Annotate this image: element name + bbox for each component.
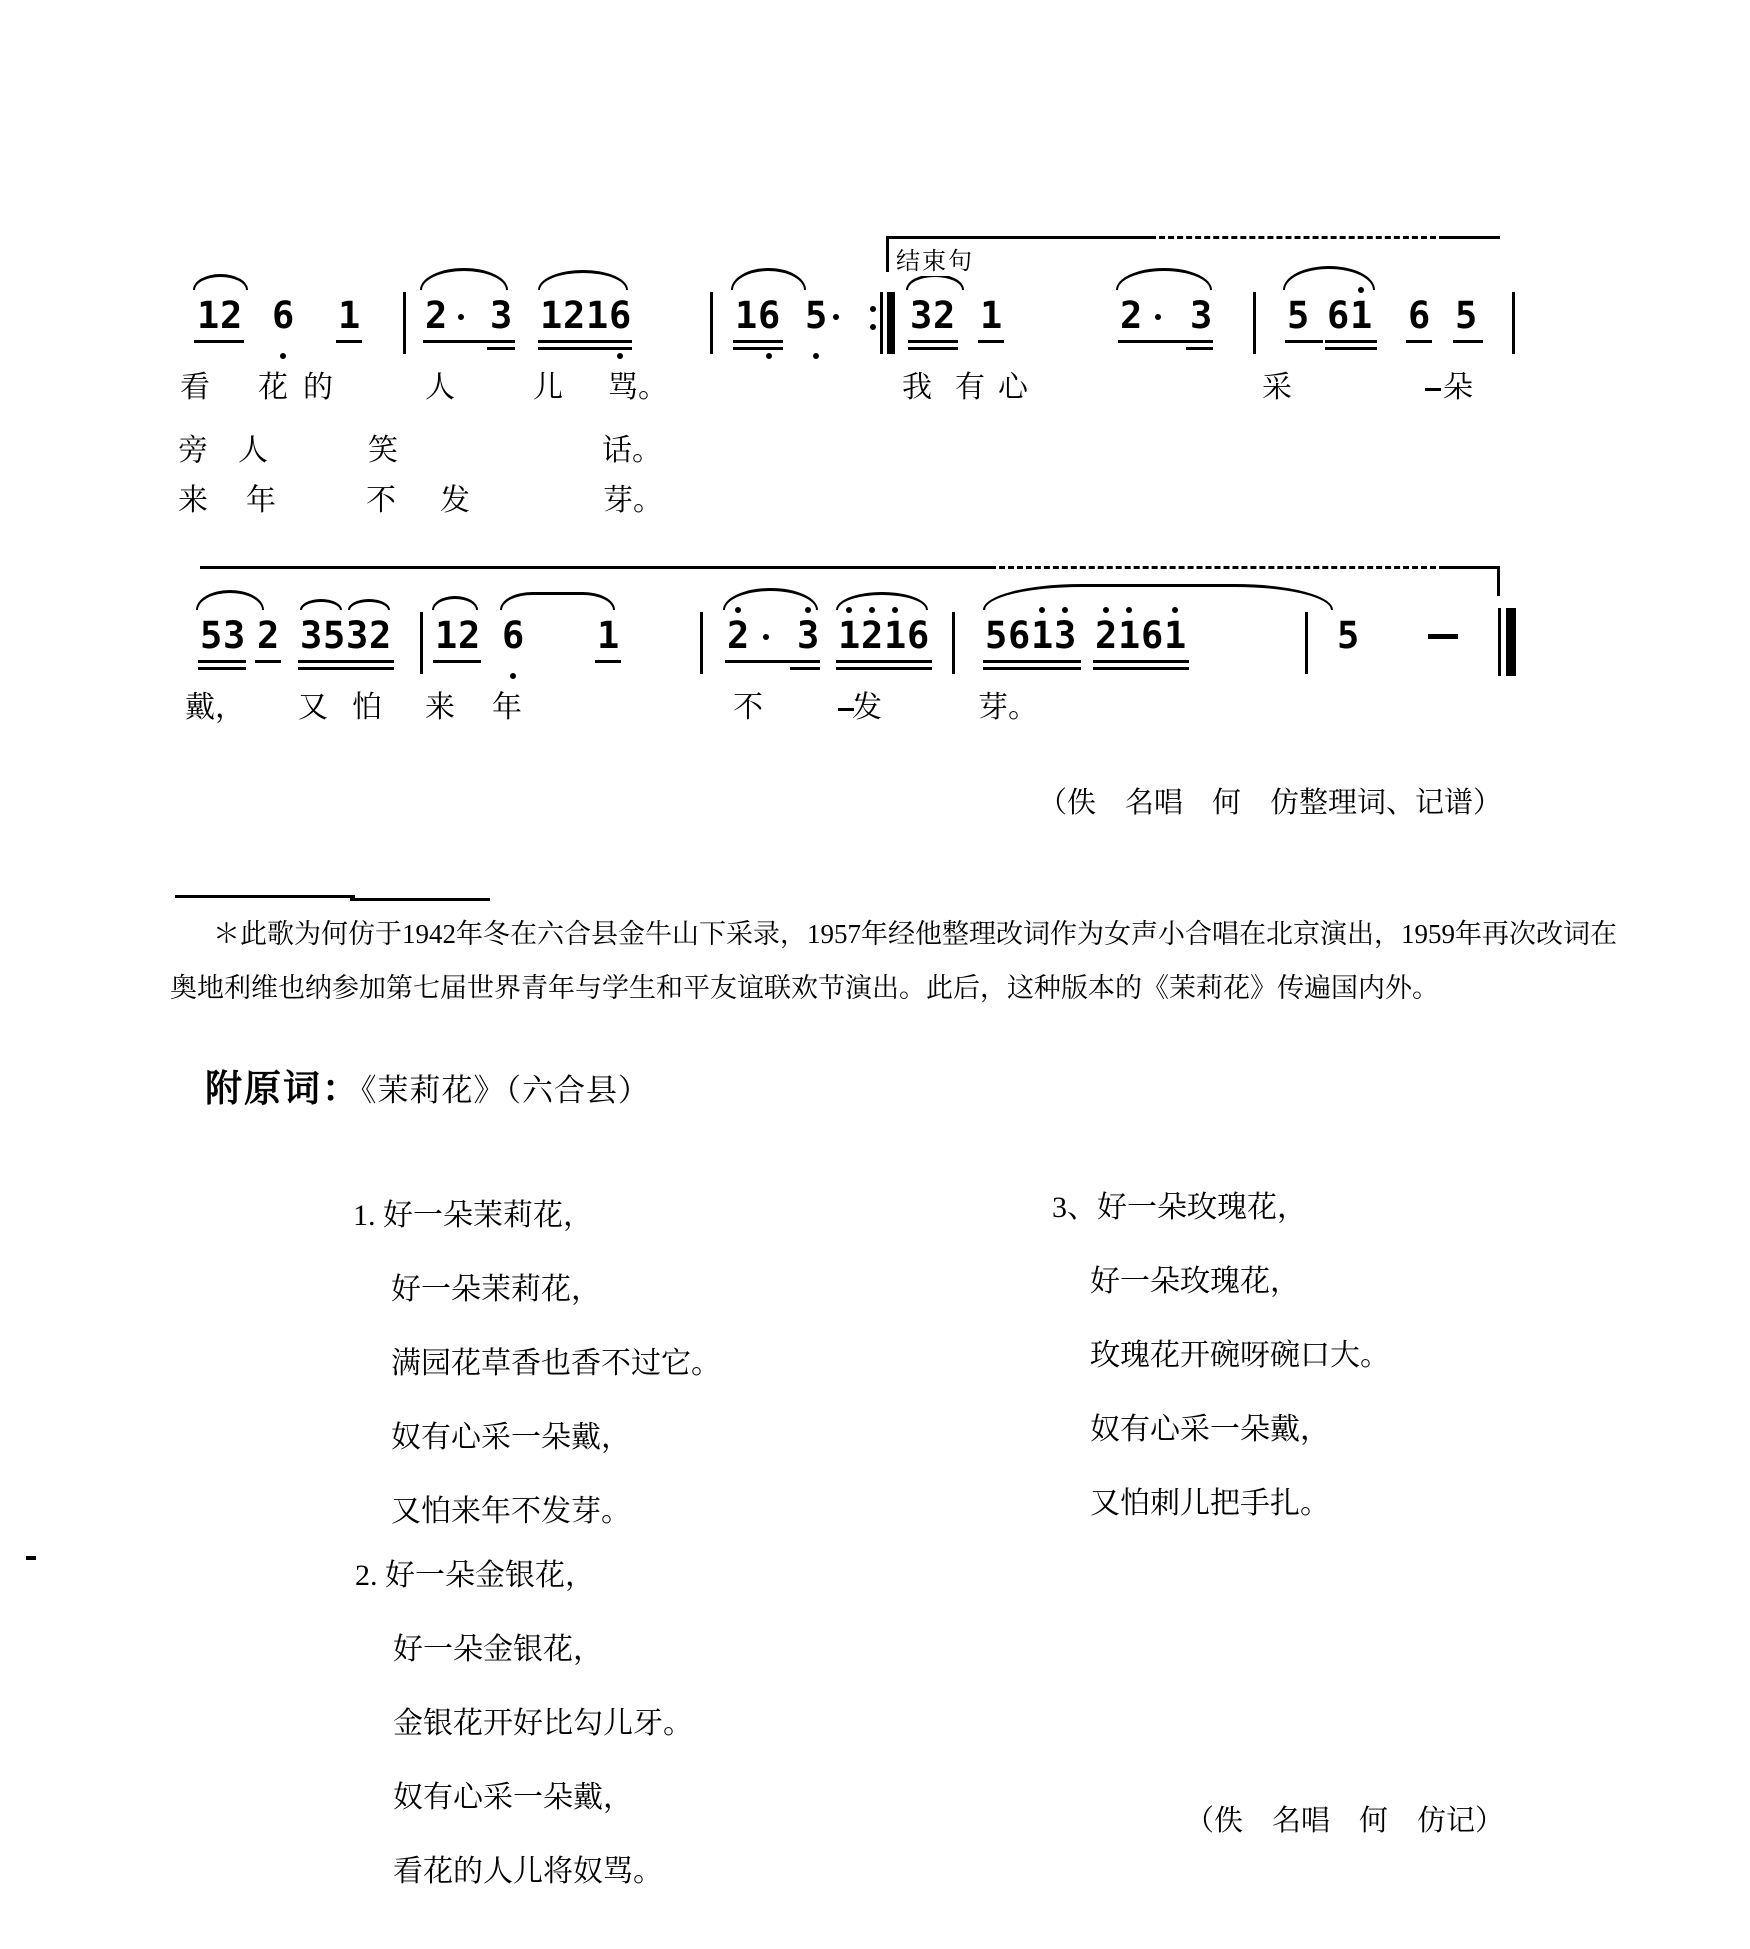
beam-line — [194, 340, 244, 343]
lyric-syllable: 年 — [246, 484, 276, 517]
note-digit: 1 — [1350, 294, 1373, 337]
note-digit: 5 — [200, 614, 223, 657]
verse-line: 2. 好一朵金银花， — [355, 1559, 595, 1592]
octave-dot-below — [813, 353, 819, 359]
ending-label: 结束句 — [892, 241, 978, 276]
beam-line — [1325, 340, 1377, 343]
beam-line — [908, 340, 958, 343]
slur — [300, 599, 342, 610]
lyric-syllable: 的 — [303, 371, 333, 404]
beam-line — [433, 660, 481, 663]
note-digit: 2 — [1095, 614, 1118, 657]
verse-line: 奴有心采一朵戴， — [391, 1421, 631, 1454]
verse-3 — [1052, 1182, 1390, 1552]
note-digit: 1 — [338, 294, 361, 337]
note-digit: 6 — [1008, 614, 1031, 657]
footnote-line-1: ＊此歌为何仿于1942年冬在六合县金牛山下采录，1957年经他整理改词作为女声小合唱在北京演出，1959年再次改词在 — [213, 919, 1617, 949]
note-digit: 2 — [933, 294, 956, 337]
note-digit: 1 — [1164, 614, 1187, 657]
footnote-rule-segment — [350, 898, 490, 901]
note-digit: 6 — [758, 294, 781, 337]
lyric-syllable: 笑 — [368, 434, 398, 467]
barline — [1512, 292, 1515, 354]
volta-start-tick — [886, 236, 889, 272]
note-digit: 1 — [540, 294, 563, 337]
note-digit: 5 — [323, 614, 346, 657]
lyric-syllable: 又 — [298, 691, 328, 724]
barline — [700, 612, 703, 674]
note-digit: 1 — [586, 294, 609, 337]
note-digit: 5 — [1287, 294, 1310, 337]
lyric-syllable: 儿 — [533, 371, 563, 404]
octave-dot-below — [766, 353, 772, 359]
lyric-syllable: 心 — [998, 371, 1028, 404]
note-digit: 6 — [502, 614, 525, 657]
half-note-dash — [1428, 634, 1458, 639]
note-digit: 5 — [1455, 294, 1478, 337]
note-digit: 3 — [797, 614, 820, 657]
appendix-heading — [205, 1058, 650, 1112]
lyric-syllable: 花 — [258, 371, 288, 404]
final-thin-bar — [1498, 608, 1501, 676]
octave-dot-below — [617, 353, 623, 359]
verse-line: 满园花草香也香不过它。 — [391, 1347, 721, 1380]
augmentation-dot — [833, 314, 839, 320]
beam-line — [298, 660, 394, 663]
barline — [1305, 612, 1308, 674]
lyric-syllable: 发 — [852, 691, 882, 724]
slur — [420, 268, 508, 290]
barline — [403, 292, 406, 354]
repeat-thin-bar — [880, 292, 883, 354]
lyric-dash — [1425, 388, 1441, 391]
slur — [193, 274, 248, 290]
slur — [348, 599, 390, 610]
note-digit: 2 — [1120, 294, 1143, 337]
lyric-syllable: 看 — [180, 371, 210, 404]
lyric-syllable: 旁 — [178, 434, 208, 467]
lyric-syllable: 芽。 — [603, 484, 663, 517]
slur — [1283, 266, 1375, 290]
lyric-syllable: 不 — [733, 691, 763, 724]
note-digit: 3 — [300, 614, 323, 657]
note-digit: 1 — [1118, 614, 1141, 657]
volta-line-dashed — [1150, 236, 1445, 239]
verse-line: 玫瑰花开碗呀碗口大。 — [1090, 1339, 1390, 1372]
lyric-syllable: 骂。 — [608, 371, 668, 404]
slur — [983, 584, 1333, 610]
beam-line — [198, 667, 246, 670]
verse-line: 1. 好一朵茉莉花， — [353, 1199, 593, 1232]
note-digit: 2 — [861, 614, 884, 657]
appendix-heading-title: 《茉莉花》（六合县） — [361, 1073, 650, 1108]
barline — [1253, 292, 1256, 354]
beam-line — [1186, 347, 1213, 350]
note-digit: 3 — [1190, 294, 1213, 337]
slur — [723, 588, 818, 610]
note-digit: 1 — [197, 294, 220, 337]
lyric-syllable: 发 — [440, 484, 470, 517]
note-digit: 1 — [597, 614, 620, 657]
note-digit: 6 — [272, 294, 295, 337]
verse-line: 奴有心采一朵戴， — [393, 1781, 633, 1814]
lyric-syllable: 戴， — [185, 691, 245, 724]
footnote-rule — [175, 895, 355, 898]
lyric-syllable: 来 — [178, 484, 208, 517]
verse-line: 又怕刺儿把手扎。 — [1090, 1487, 1330, 1520]
score-credit: （佚 名唱 何 仿整理词、记谱） — [1038, 787, 1503, 819]
note-digit: 1 — [884, 614, 907, 657]
verse-1 — [353, 1190, 721, 1560]
slur — [836, 592, 928, 610]
verse-line: 奴有心采一朵戴， — [1090, 1413, 1330, 1446]
beam-line — [198, 660, 246, 663]
verse-line: 好一朵茉莉花， — [391, 1273, 601, 1306]
final-thick-bar — [1506, 608, 1516, 676]
footnote-line-2: 奥地利维也纳参加第七届世界青年与学生和平友谊联欢节演出。此后，这种版本的《茉莉花》传遍国内外。 — [170, 973, 1439, 1003]
note-digit: 1 — [838, 614, 861, 657]
note-digit: 6 — [609, 294, 632, 337]
slur — [731, 268, 806, 290]
verse-line: 金银花开好比勾儿牙。 — [393, 1707, 693, 1740]
note-digit: 3 — [1054, 614, 1077, 657]
note-digit: 1 — [435, 614, 458, 657]
beam-line — [983, 667, 1081, 670]
beam-line — [733, 340, 783, 343]
augmentation-dot — [1155, 314, 1161, 320]
note-digit: 5 — [1337, 614, 1360, 657]
note-digit: 1 — [1031, 614, 1054, 657]
volta-line-dashed — [990, 566, 1445, 569]
repeat-dot — [870, 324, 876, 330]
beam-line — [908, 347, 958, 350]
beam-line — [836, 667, 932, 670]
lyric-syllable: 有 — [955, 371, 985, 404]
note-digit: 3 — [910, 294, 933, 337]
lyric-syllable: 朵 — [1443, 371, 1473, 404]
beam-line — [1093, 660, 1189, 663]
lyric-syllable: 采 — [1262, 371, 1292, 404]
augmentation-dot — [763, 634, 769, 640]
slur — [500, 592, 615, 610]
verse-line: 又怕来年不发芽。 — [391, 1495, 631, 1528]
slur — [196, 590, 264, 610]
note-digit: 6 — [1408, 294, 1431, 337]
note-digit: 6 — [1327, 294, 1350, 337]
lyric-syllable: 话。 — [602, 434, 662, 467]
barline — [710, 292, 713, 354]
lyric-syllable: 芽。 — [978, 691, 1038, 724]
verse-line: 看花的人儿将奴骂。 — [393, 1855, 663, 1888]
beam-line — [595, 660, 621, 663]
verse-line: 好一朵金银花， — [393, 1633, 603, 1666]
beam-line — [1118, 340, 1213, 343]
slur — [906, 274, 964, 290]
note-digit: 6 — [1141, 614, 1164, 657]
beam-line — [255, 660, 281, 663]
lyric-syllable: 年 — [492, 691, 522, 724]
volta-line — [886, 236, 1150, 239]
beam-line — [733, 347, 783, 350]
note-digit: 1 — [735, 294, 758, 337]
note-digit: 5 — [805, 294, 828, 337]
lyric-syllable: 我 — [902, 371, 932, 404]
volta-line — [200, 566, 990, 569]
beam-line — [790, 667, 820, 670]
beam-line — [487, 347, 515, 350]
octave-dot-below — [510, 673, 516, 679]
note-digit: 2 — [727, 614, 750, 657]
slur — [538, 270, 628, 290]
note-digit: 2 — [257, 614, 280, 657]
note-digit: 2 — [369, 614, 392, 657]
note-digit: 2 — [425, 294, 448, 337]
volta-end-hook — [1497, 566, 1500, 596]
slur — [432, 596, 478, 610]
beam-line — [836, 660, 932, 663]
lyric-syllable: 人 — [425, 371, 455, 404]
beam-line — [983, 660, 1081, 663]
volta-line-end — [1445, 236, 1500, 239]
beam-line — [538, 340, 632, 343]
beam-line — [1325, 347, 1377, 350]
note-digit: 1 — [980, 294, 1003, 337]
verse-line: 3、好一朵玫瑰花， — [1052, 1191, 1307, 1224]
appendix-heading-bold: 附原词： — [205, 1069, 361, 1110]
verse-line: 好一朵玫瑰花， — [1090, 1265, 1300, 1298]
beam-line — [298, 667, 394, 670]
beam-line — [1406, 340, 1432, 343]
beam-line — [978, 340, 1004, 343]
stray-ink-mark — [26, 1556, 36, 1560]
beam-line — [1453, 340, 1483, 343]
lyric-syllable: 怕 — [352, 691, 382, 724]
note-digit: 2 — [458, 614, 481, 657]
volta-line-end — [1445, 566, 1500, 569]
note-digit: 3 — [490, 294, 513, 337]
lyric-syllable: 不 — [366, 484, 396, 517]
note-digit: 3 — [346, 614, 369, 657]
barline — [952, 612, 955, 674]
appendix-credit: （佚 名唱 何 仿记） — [1185, 1805, 1505, 1837]
beam-line — [423, 340, 515, 343]
note-digit: 2 — [220, 294, 243, 337]
lyric-syllable: 来 — [425, 691, 455, 724]
note-digit: 6 — [907, 614, 930, 657]
verse-2 — [355, 1550, 693, 1920]
repeat-thick-bar — [887, 292, 895, 354]
note-digit: 3 — [223, 614, 246, 657]
augmentation-dot — [458, 314, 464, 320]
beam-line — [538, 347, 632, 350]
slur — [1116, 268, 1212, 290]
beam-line — [1093, 667, 1189, 670]
lyric-syllable: 人 — [238, 434, 268, 467]
note-digit: 2 — [563, 294, 586, 337]
repeat-dot — [870, 306, 876, 312]
beam-line — [336, 340, 362, 343]
beam-line — [725, 660, 820, 663]
octave-dot-below — [280, 353, 286, 359]
beam-line — [1285, 340, 1323, 343]
note-digit: 5 — [985, 614, 1008, 657]
barline — [420, 612, 423, 674]
